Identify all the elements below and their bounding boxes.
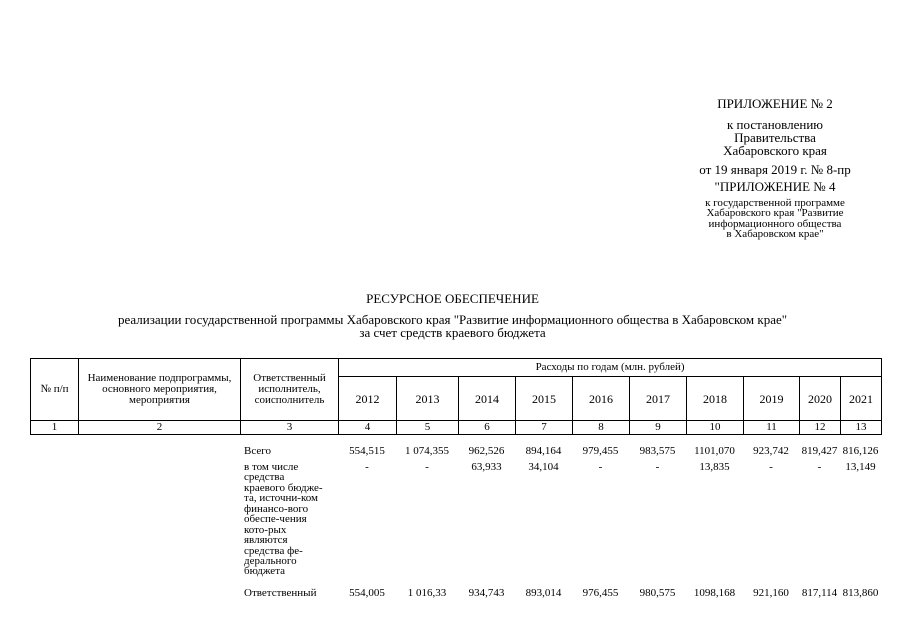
year-header: 2020: [800, 377, 841, 421]
cell-value: 894,164: [525, 445, 562, 457]
year-header: 2012: [339, 377, 397, 421]
program-ref-line: к государственной программе: [705, 197, 845, 209]
cell-value: 13,149: [845, 461, 876, 473]
column-number: 5: [397, 421, 459, 435]
government: Правительства: [734, 130, 816, 145]
cell-value: 13,835: [699, 461, 730, 473]
col-header-expenses: Расходы по годам (млн. рублей): [339, 359, 882, 377]
column-number: 10: [687, 421, 744, 435]
cell-value: 817,114: [801, 587, 838, 599]
cell-value: -: [365, 461, 369, 473]
cell-value: 979,455: [582, 445, 619, 457]
cell-value: 934,743: [468, 587, 505, 599]
cell-value: 819,427: [801, 445, 838, 457]
table-row-total: [30, 446, 881, 462]
row-label: Всего: [244, 445, 271, 457]
row-label: Ответственный: [244, 587, 317, 599]
year-header: 2017: [630, 377, 687, 421]
cell-value: 923,742: [753, 445, 789, 457]
cell-value: 1101,070: [694, 445, 735, 457]
appendix-4: "ПРИЛОЖЕНИЕ № 4: [714, 179, 836, 194]
cell-value: -: [655, 461, 660, 473]
year-header: 2014: [459, 377, 516, 421]
region: Хабаровского края: [723, 143, 827, 158]
cell-value: 983,575: [639, 445, 676, 457]
col-header-number: № п/п: [31, 359, 79, 421]
cell-value: 554,515: [349, 445, 385, 457]
cell-value: -: [817, 461, 822, 473]
program-ref-line: Хабаровского края "Развитие: [706, 207, 844, 220]
column-number: 9: [630, 421, 687, 435]
column-number: 2: [79, 421, 241, 435]
program-ref-line: в Хабаровском крае": [726, 228, 824, 241]
document-title: РЕСУРСНОЕ ОБЕСПЕЧЕНИЕ: [366, 291, 539, 306]
table-row-responsible: [30, 588, 881, 604]
date-line: от 19 января 2019 г. № 8-пр: [699, 162, 851, 177]
cell-value: 893,014: [525, 587, 562, 599]
year-header: 2016: [573, 377, 630, 421]
column-number: 4: [339, 421, 397, 435]
cell-value: 63,933: [471, 461, 502, 473]
expenses-table-header: [30, 358, 882, 435]
col-header-name: Наименование подпрограммы, основного мероприятия, мероприятия: [79, 359, 241, 421]
year-header: 2019: [744, 377, 800, 421]
table-row-federal: [30, 462, 881, 588]
column-number: 8: [573, 421, 630, 435]
year-header: 2018: [687, 377, 744, 421]
cell-value: 1 074,355: [405, 445, 449, 457]
year-header: 2021: [841, 377, 882, 421]
cell-value: -: [425, 461, 429, 473]
expenses-table-body: [30, 446, 881, 604]
column-number: 6: [459, 421, 516, 435]
cell-value: 980,575: [639, 587, 676, 599]
cell-value: -: [769, 461, 773, 473]
cell-value: 554,005: [349, 587, 385, 599]
cell-value: 976,455: [582, 587, 619, 599]
column-number: 13: [841, 421, 882, 435]
cell-value: 921,160: [753, 587, 789, 599]
cell-value: 1 016,33: [407, 587, 447, 599]
program-ref-line: информационного общества: [708, 217, 842, 230]
cell-value: 34,104: [528, 461, 559, 473]
appendix-number: ПРИЛОЖЕНИЕ № 2: [717, 96, 833, 111]
col-header-responsible: Ответственный исполнитель, соисполнитель: [241, 359, 339, 421]
row-label: в том числе средства краевого бюдже-та, источни-ком финансо-вого обеспе-чения кото-рых являются средства фе-дерального бюджета: [244, 461, 323, 578]
document-subtitle: реализации государственной программы Хабаровского края "Развитие информационного общества в Хабаровском крае": [117, 312, 788, 327]
column-number: 3: [241, 421, 339, 435]
year-header: 2013: [397, 377, 459, 421]
column-number: 7: [516, 421, 573, 435]
column-number: 11: [744, 421, 800, 435]
cell-value: 1098,168: [693, 587, 736, 599]
document-subtitle-2: за счет средств краевого бюджета: [359, 325, 546, 340]
cell-value: 962,526: [468, 445, 505, 457]
year-header: 2015: [516, 377, 573, 421]
to-resolution: к постановлению: [726, 117, 824, 132]
cell-value: 813,860: [842, 587, 879, 599]
cell-value: -: [598, 461, 603, 473]
column-number: 12: [800, 421, 841, 435]
program-reference: [660, 198, 890, 240]
cell-value: 816,126: [842, 445, 879, 457]
column-number: 1: [31, 421, 79, 435]
